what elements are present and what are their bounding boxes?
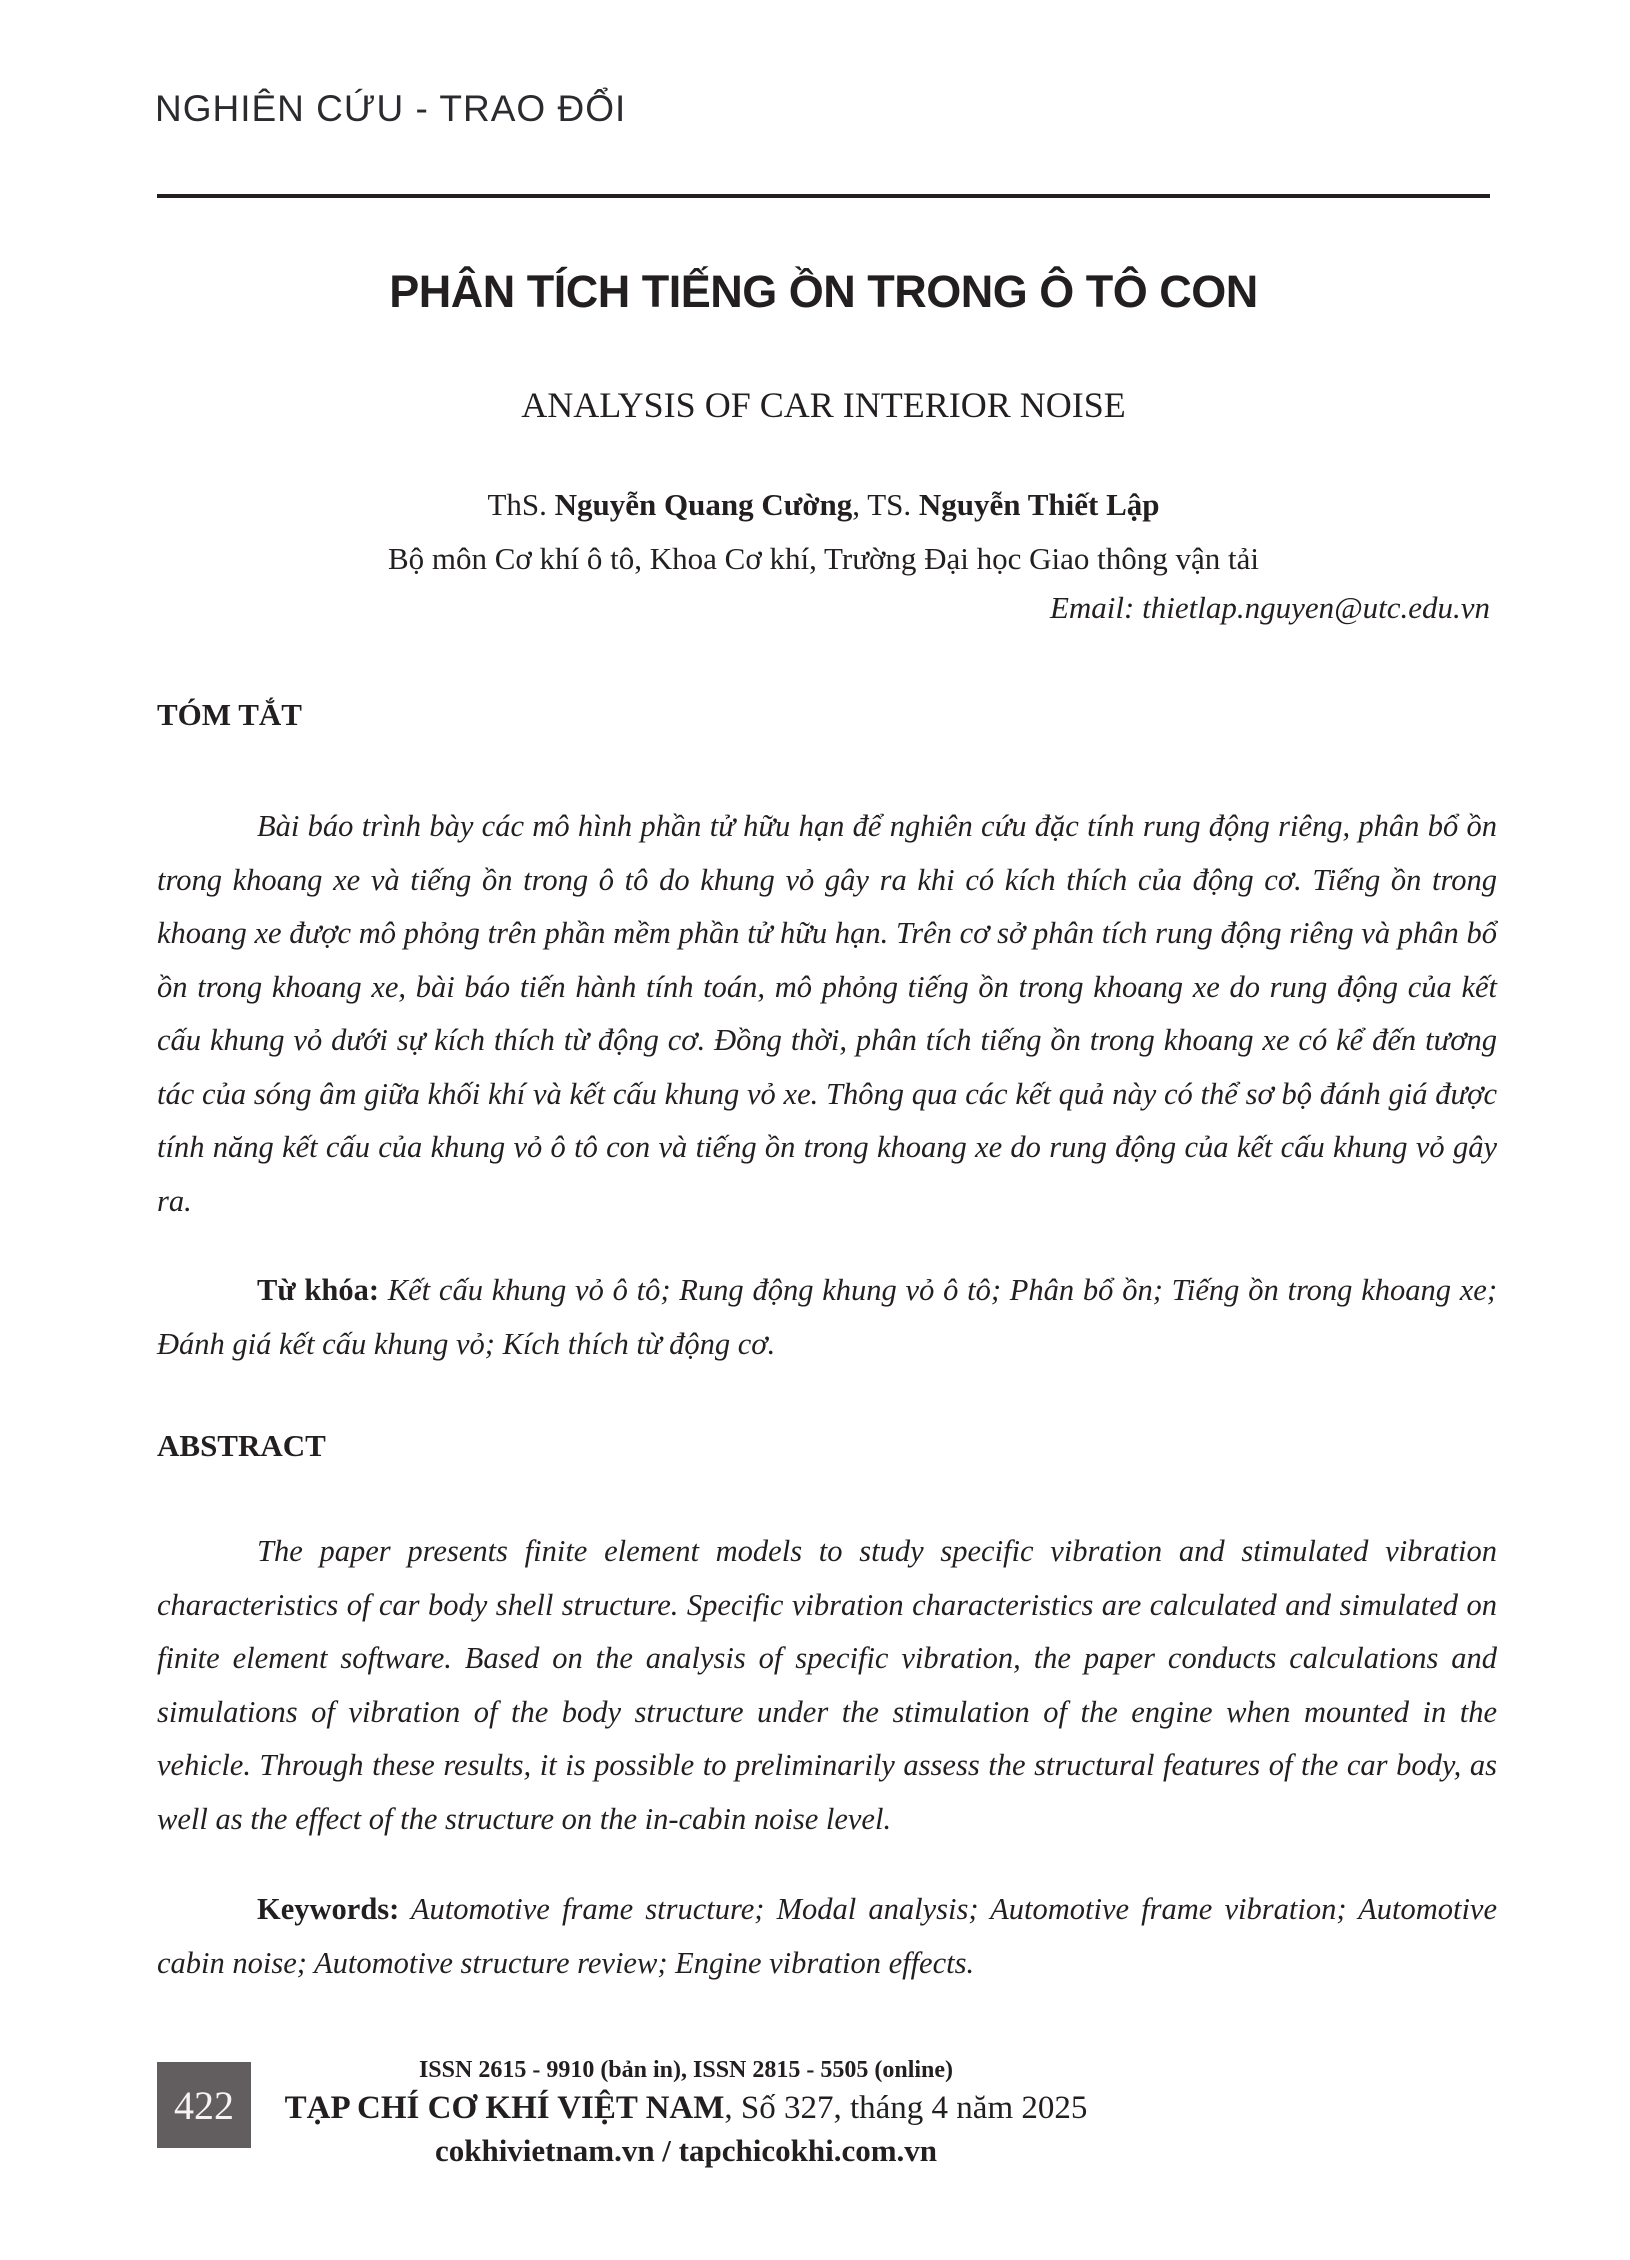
abstract-body: The paper presents finite element models to study specific vibration and stimulated vibration characteristics of car body shell structure. Specific vibration characteristics are calculated and simulated on finite element software. Based on the analysis of specific vibration, the paper conducts calculations and simulations of vibration of the body structure under the stimulation of the engine when mounted in the vehicle. Through these results, it is possible to preliminarily assess the structural features of the car body, as well as the effect of the structure on the in-cabin noise level. <box>157 1534 1497 1836</box>
page-number-box <box>157 2062 251 2148</box>
issn-line: ISSN 2615 - 9910 (bản in), ISSN 2815 - 5505 (online) <box>418 2057 954 2083</box>
keywords-vn-text: Kết cấu khung vỏ ô tô; Rung động khung vỏ ô tô; Phân bổ ồn; Tiếng ồn trong khoang xe; Đánh giá kết cấu khung vỏ; Kích thích từ động cơ. <box>157 1273 1497 1361</box>
keywords-vn-label: Từ khóa: <box>257 1273 380 1307</box>
journal-name: TẠP CHÍ CƠ KHÍ VIỆT NAM <box>284 2090 725 2126</box>
tomtat-heading: TÓM TẮT <box>157 697 302 732</box>
website-line: cokhivietnam.vn / tapchicokhi.com.vn <box>434 2133 938 2168</box>
article-title-en: ANALYSIS OF CAR INTERIOR NOISE <box>521 385 1126 425</box>
footer <box>157 2055 1497 2171</box>
affiliation: Bộ môn Cơ khí ô tô, Khoa Cơ khí, Trường Đại học Giao thông vận tải <box>387 541 1260 576</box>
header-rule <box>157 194 1490 198</box>
authors-separator: , <box>852 487 868 522</box>
page-number: 422 <box>174 2082 234 2128</box>
journal-line <box>251 2086 1121 2130</box>
author-degree-2: TS. <box>867 487 919 522</box>
author-name-2: Nguyễn Thiết Lập <box>918 487 1160 522</box>
keywords-en-text: Automotive frame structure; Modal analysis; Automotive frame vibration; Automotive cabin noise; Automotive structure review; Engine vibration effects. <box>157 1892 1497 1980</box>
section-label: NGHIÊN CỨU - TRAO ĐỔI <box>155 88 627 129</box>
journal-issue: , Số 327, tháng 4 năm 2025 <box>724 2090 1088 2126</box>
footer-text-block <box>251 2055 1121 2171</box>
author-name-1: Nguyễn Quang Cường <box>554 487 853 522</box>
email: Email: thietlap.nguyen@utc.edu.vn <box>1049 590 1490 625</box>
keywords-en <box>157 1883 1497 1990</box>
authors-line <box>157 487 1490 523</box>
tomtat-body: Bài báo trình bày các mô hình phần tử hữu hạn để nghiên cứu đặc tính rung động riêng, phân bổ ồn trong khoang xe và tiếng ồn trong ô tô do khung vỏ gây ra khi có kích thích của động cơ. Tiếng ồn trong khoang xe được mô phỏng trên phần mềm phần tử hữu hạn. Trên cơ sở phân tích rung động riêng và phân bổ ồn trong khoang xe, bài báo tiến hành tính toán, mô phỏng tiếng ồn trong khoang xe do rung động của kết cấu khung vỏ dưới sự kích thích từ động cơ. Đồng thời, phân tích tiếng ồn trong khoang xe có kể đến tương tác của sóng âm giữa khối khí và kết cấu khung vỏ xe. Thông qua các kết quả này có thể sơ bộ đánh giá được tính năng kết cấu của khung vỏ ô tô con và tiếng ồn trong khoang xe do rung động của kết cấu khung vỏ gây ra. <box>157 809 1497 1218</box>
keywords-vn <box>157 1264 1497 1371</box>
author-degree-1: ThS. <box>487 487 555 522</box>
abstract-heading: ABSTRACT <box>157 1428 326 1463</box>
keywords-en-label: Keywords: <box>257 1892 400 1926</box>
article-title-vn: PHÂN TÍCH TIẾNG ỒN TRONG Ô TÔ CON <box>389 266 1258 317</box>
